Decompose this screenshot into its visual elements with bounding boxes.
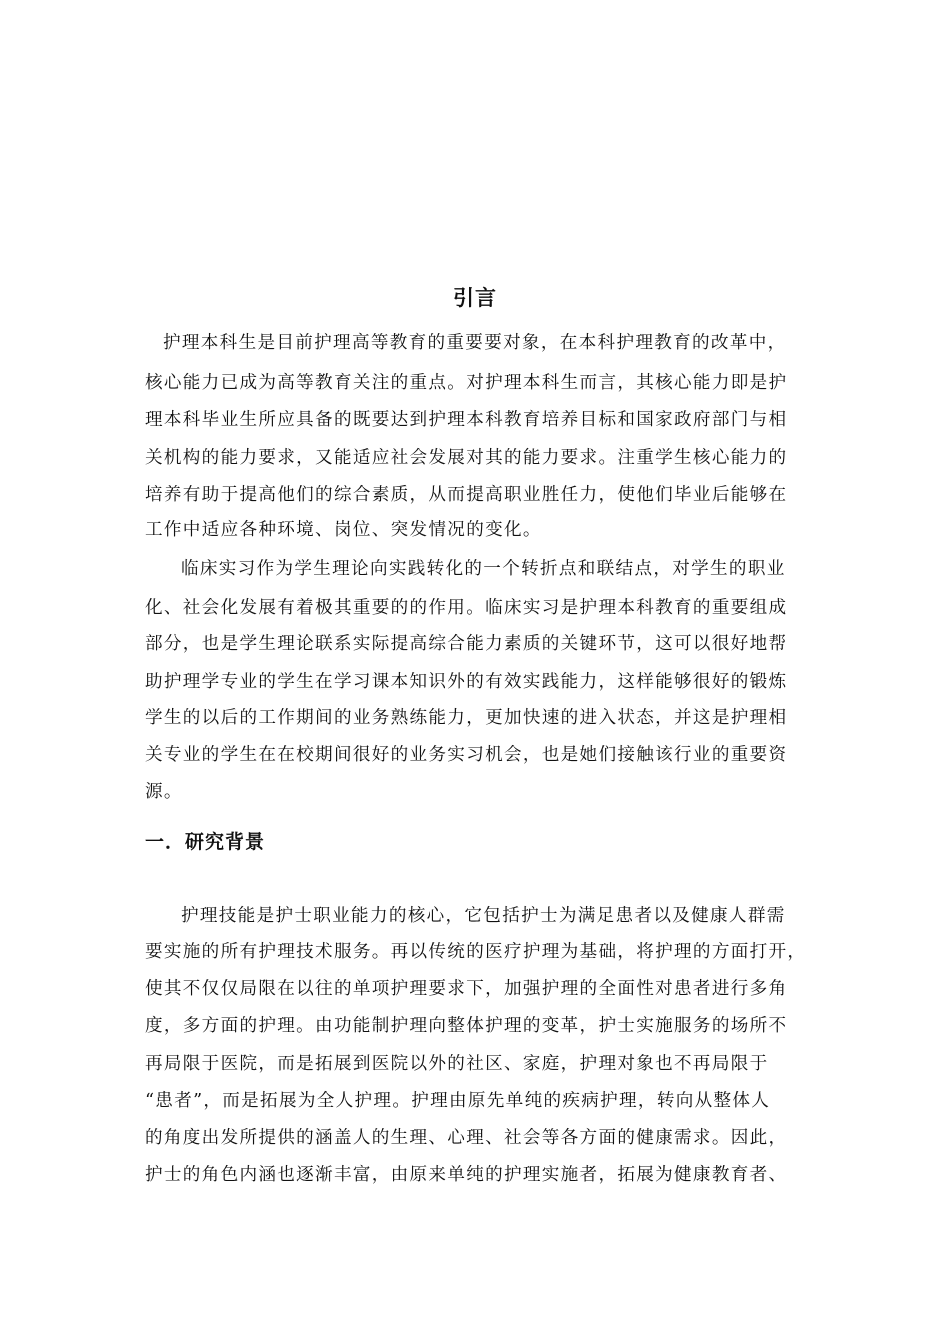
paragraph-line: 关专业的学生在在校期间很好的业务实习机会，也是她们接触该行业的重要资 xyxy=(145,745,788,765)
paragraph-line: 工作中适应各种环境、岗位、突发情况的变化。 xyxy=(145,520,542,540)
paragraph-line: 要实施的所有护理技术服务。再以传统的医疗护理为基础，将护理的方面打开， xyxy=(145,942,807,962)
page-title: 引言 xyxy=(453,286,497,310)
paragraph-line: 护理本科生是目前护理高等教育的重要要对象，在本科护理教育的改革中， xyxy=(163,333,787,353)
paragraph-line: 再局限于医院，而是拓展到医院以外的社区、家庭，护理对象也不再局限于 xyxy=(145,1054,769,1074)
paragraph-line: 学生的以后的工作期间的业务熟练能力，更加快速的进入状态，并这是护理相 xyxy=(145,708,788,728)
paragraph-line: 护士的角色内涵也逐渐丰富，由原来单纯的护理实施者，拓展为健康教育者、 xyxy=(145,1165,788,1185)
paragraph-line: 的角度出发所提供的涵盖人的生理、心理、社会等各方面的健康需求。因此， xyxy=(145,1128,788,1148)
paragraph-line: 临床实习作为学生理论向实践转化的一个转折点和联结点，对学生的职业 xyxy=(181,559,786,579)
paragraph-line: 助护理学专业的学生在学习课本知识外的有效实践能力，这样能够很好的锻炼 xyxy=(145,672,788,692)
paragraph-line: 部分，也是学生理论联系实际提高综合能力素质的关键环节，这可以很好地帮 xyxy=(145,634,788,654)
paragraph-line: 理本科毕业生所应具备的既要达到护理本科教育培养目标和国家政府部门与相 xyxy=(145,410,788,430)
paragraph-line: 化、社会化发展有着极其重要的的作用。临床实习是护理本科教育的重要组成 xyxy=(145,598,788,618)
paragraph-line: 使其不仅仅局限在以往的单项护理要求下，加强护理的全面性对患者进行多角 xyxy=(145,979,788,999)
paragraph-line: 培养有助于提高他们的综合素质，从而提高职业胜任力，使他们毕业后能够在 xyxy=(145,485,788,505)
paragraph-line: 护理技能是护士职业能力的核心，它包括护士为满足患者以及健康人群需 xyxy=(181,906,786,926)
paragraph-line: “患者”，而是拓展为全人护理。护理由原先单纯的疾病护理，转向从整体人 xyxy=(145,1091,771,1111)
paragraph-line: 度，多方面的护理。由功能制护理向整体护理的变革，护士实施服务的场所不 xyxy=(145,1016,788,1036)
paragraph-line: 核心能力已成为高等教育关注的重点。对护理本科生而言，其核心能力即是护 xyxy=(145,373,788,393)
paragraph-line: 关机构的能力要求，又能适应社会发展对其的能力要求。注重学生核心能力的 xyxy=(145,448,788,468)
paragraph-line: 源。 xyxy=(145,782,183,802)
section-heading: 一．研究背景 xyxy=(145,831,266,853)
